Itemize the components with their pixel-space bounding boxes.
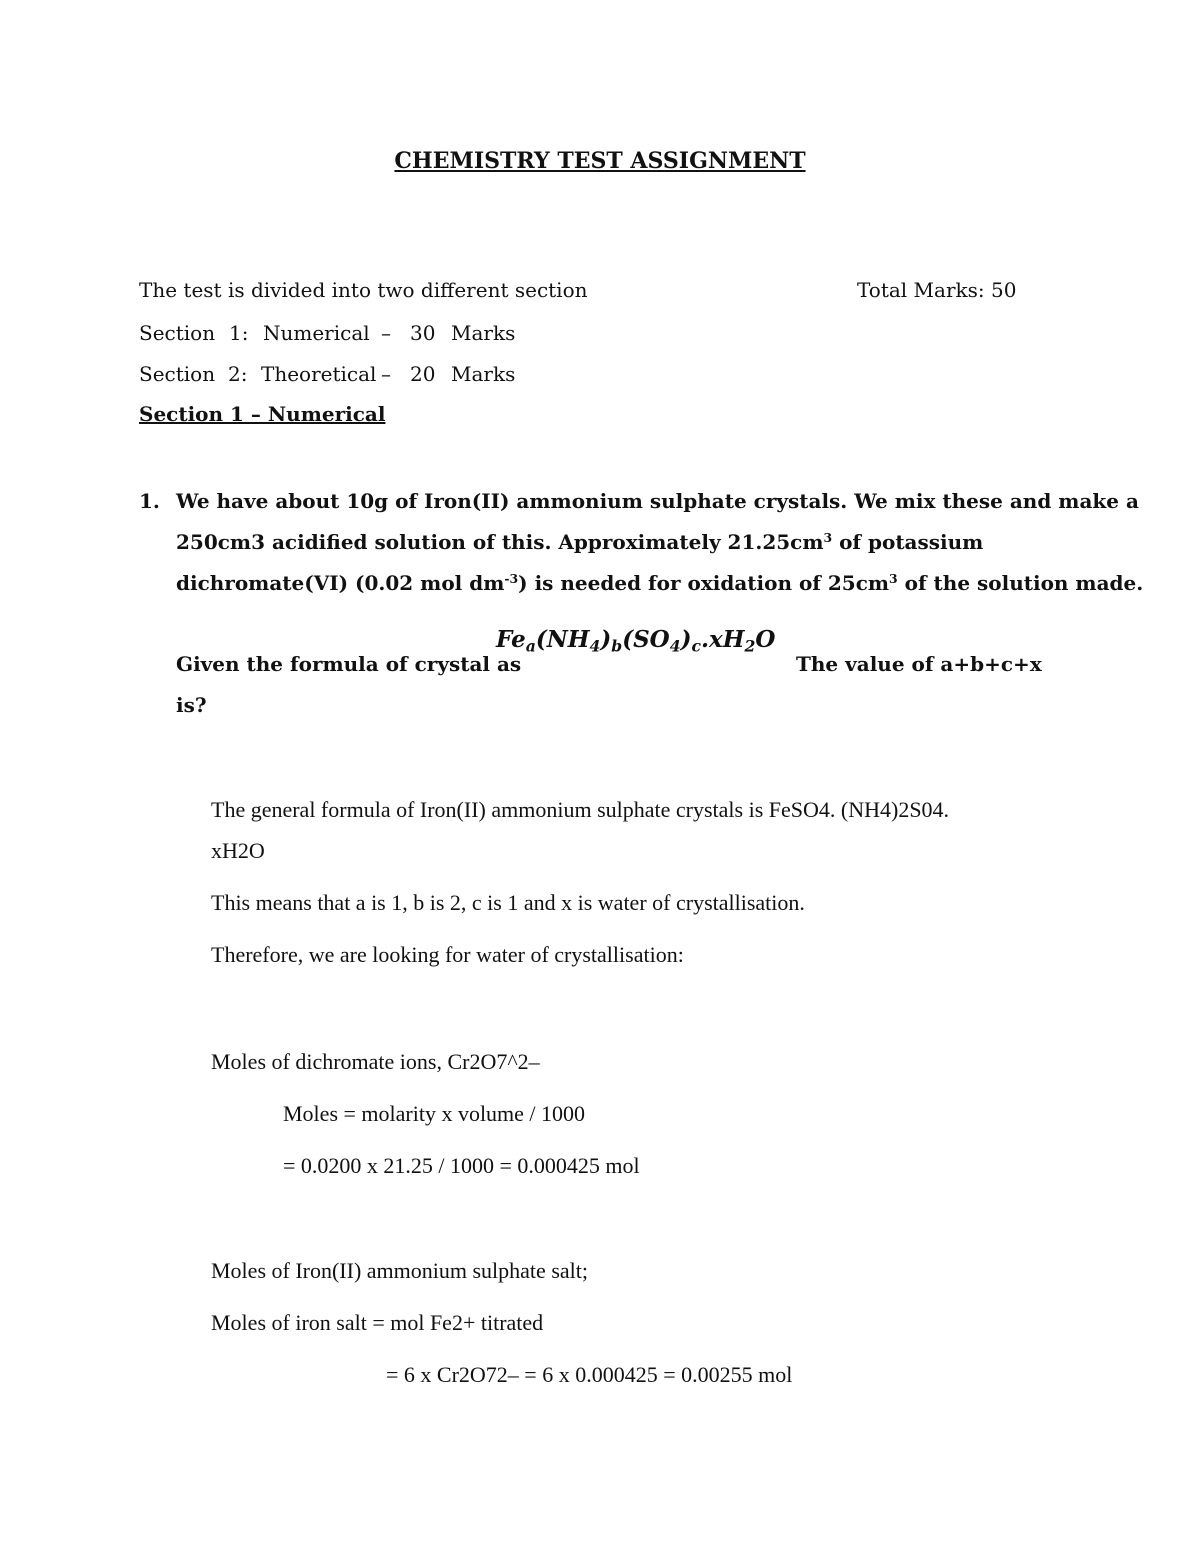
section-1-heading: Section 1 – Numerical <box>139 402 386 426</box>
answer-line: Therefore, we are looking for water of crystallisation: <box>211 942 684 967</box>
section-2-summary <box>0 362 1200 390</box>
answer-line: = 6 x Cr2O72– = 6 x 0.000425 = 0.00255 mol <box>386 1362 793 1387</box>
section-name: Theoretical <box>261 362 377 386</box>
answer-line: xH2O <box>211 838 265 863</box>
question-line-2: 250cm3 acidified solution of this. Approximately $21.25cm^3$ of potassium <box>176 530 984 554</box>
section-label: Section <box>139 321 216 345</box>
page-title: CHEMISTRY TEST ASSIGNMENT <box>394 148 806 174</box>
value-question: The value of a+b+c+x <box>796 652 1042 676</box>
question-line-3: dichromate(VI) (0.02 mol $dm^{-3}$) is needed for oxidation of $25cm^3$ of the solution made. <box>176 571 1144 595</box>
given-formula-text: Given the formula of crystal as <box>176 652 522 676</box>
answer-line: Moles = molarity x volume / 1000 <box>283 1101 586 1126</box>
answer-line: Moles of Iron(II) ammonium sulphate salt; <box>211 1258 588 1283</box>
section-name: Numerical <box>263 321 370 345</box>
test-description: The test is divided into two different section <box>139 278 588 302</box>
answer-line: = 0.0200 x 21.25 / 1000 = 0.000425 mol <box>283 1153 640 1178</box>
answer-line: This means that a is 1, b is 2, c is 1 and x is water of crystallisation. <box>211 890 805 915</box>
section-label: Section <box>139 362 216 386</box>
section-marks: 20 <box>410 362 436 386</box>
question-ending: is? <box>176 693 207 717</box>
answer-line: Moles of dichromate ions, Cr2O7^2– <box>211 1049 540 1074</box>
section-dash: – <box>381 321 391 345</box>
total-marks: Total Marks: 50 <box>857 278 1017 302</box>
section-dash: – <box>381 362 391 386</box>
answer-line: The general formula of Iron(II) ammonium sulphate crystals is FeSO4. (NH4)2S04. <box>211 797 950 822</box>
crystal-formula: $Fe_a(NH_4)_b(SO_4)_c.xH_2O$ <box>496 626 776 656</box>
section-1-summary <box>0 321 1200 349</box>
question-line-1: We have about 10g of Iron(II) ammonium sulphate crystals. We mix these and make a <box>176 489 1139 513</box>
question-number: 1. <box>139 489 160 513</box>
section-marks: 30 <box>410 321 436 345</box>
answer-line: Moles of iron salt = mol Fe2+ titrated <box>211 1310 544 1335</box>
section-marks-unit: Marks <box>451 321 516 345</box>
section-marks-unit: Marks <box>451 362 516 386</box>
section-number: 2: <box>228 362 248 386</box>
section-number: 1: <box>229 321 249 345</box>
